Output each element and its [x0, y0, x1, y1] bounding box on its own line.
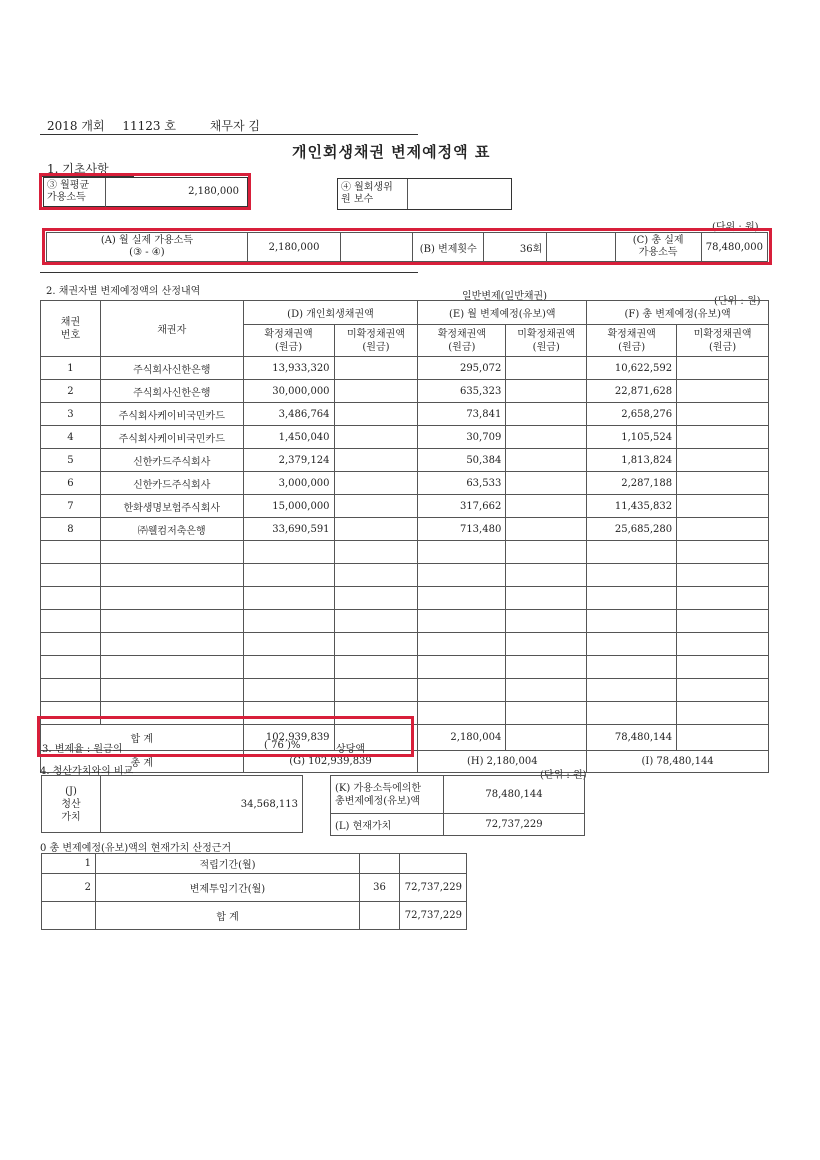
cell-f: 11,435,832 [587, 495, 677, 518]
sum-label: 합 계 [41, 725, 244, 751]
b-label: (B) 변제횟수 [413, 233, 484, 262]
col-f: (F) 총 변제예정(유보)액 [587, 301, 769, 325]
table-row [41, 495, 769, 518]
cell-no: 4 [41, 426, 101, 449]
d-confirmed-sub: (원금) [275, 341, 303, 353]
k-value: 78,480,144 [444, 776, 585, 814]
cell-d: 15,000,000 [243, 495, 334, 518]
section2-subtype: 일반변제(일반채권) [462, 291, 548, 302]
f-confirmed-header: 확정채권액 [607, 328, 656, 340]
rate-text: 3. 변제율 : 원금의 [42, 744, 123, 755]
c-label-1: (C) 총 실제 [632, 235, 684, 246]
box3-value: 2,180,000 [188, 186, 239, 197]
e-confirmed-header: 확정채권액 [437, 328, 486, 340]
pv-months: 36 [360, 874, 400, 902]
table-row [41, 656, 769, 679]
box3-label-1: ③ 월평균 [47, 180, 90, 191]
a-value: 2,180,000 [247, 233, 340, 262]
total-g: (G) 102,939,839 [243, 751, 418, 773]
l-value: 72,737,229 [444, 814, 585, 836]
a-label-1: (A) 월 실제 가용소득 [100, 235, 193, 246]
b-value: 36회 [484, 233, 547, 262]
pv-months [360, 854, 400, 874]
cell-no: 7 [41, 495, 101, 518]
page-title: 개인회생채권 변제예정액 표 [292, 143, 491, 161]
table-row [41, 472, 769, 495]
cell-creditor: 신한카드주식회사 [100, 472, 243, 495]
cell-d: 30,000,000 [243, 380, 334, 403]
highlight-summary [42, 228, 772, 265]
section2-heading: 2. 채권자별 변제예정액의 산정내역 [46, 286, 201, 297]
d-unconfirmed-header: 미확정채권액 [346, 328, 405, 340]
cell-no: 8 [41, 518, 101, 541]
f-unconfirmed-header: 미확정채권액 [693, 328, 752, 340]
comparison-table [330, 775, 585, 836]
cell-f: 1,105,524 [587, 426, 677, 449]
e-confirmed-sub: (원금) [448, 341, 476, 353]
cell-d: 2,379,124 [243, 449, 334, 472]
cell-d: 1,450,040 [243, 426, 334, 449]
cell-creditor: 주식회사케이비국민카드 [100, 403, 243, 426]
cell-creditor: 주식회사신한은행 [100, 380, 243, 403]
col-no-2: 번호 [60, 329, 81, 341]
pv-label: 변제투입기간(월) [96, 874, 360, 902]
total-h: (H) 2,180,004 [418, 751, 587, 773]
cell-f: 2,658,276 [587, 403, 677, 426]
cell-e: 63,533 [418, 472, 506, 495]
cell-e: 30,709 [418, 426, 506, 449]
table-row [41, 518, 769, 541]
case-number: 11123 호 [122, 119, 176, 133]
case-year: 2018 개회 [47, 119, 105, 133]
table-row [41, 426, 769, 449]
section4-unit: (단위 : 원) [540, 770, 587, 781]
sum-d: 102,939,839 [243, 725, 334, 751]
sum-e: 2,180,004 [418, 725, 506, 751]
section4-heading: 4. 청산가치와의 비교 [40, 766, 134, 777]
rate-suffix: 상당액 [336, 744, 365, 755]
rate-value: ( 76 )% [264, 740, 301, 751]
pv-no: 1 [42, 854, 96, 874]
d-confirmed-header: 확정채권액 [264, 328, 313, 340]
cell-creditor: 주식회사케이비국민카드 [100, 426, 243, 449]
cell-e: 50,384 [418, 449, 506, 472]
table-row [41, 380, 769, 403]
total-i: (I) 78,480,144 [587, 751, 769, 773]
pv-value: 72,737,229 [400, 874, 467, 902]
case-header [47, 117, 260, 134]
table-row [41, 541, 769, 564]
cell-f: 1,813,824 [587, 449, 677, 472]
j-label-1: (J) [65, 785, 77, 797]
cell-no: 6 [41, 472, 101, 495]
highlight-box3 [39, 173, 251, 210]
pv-sum-value: 72,737,229 [400, 902, 467, 930]
cell-e: 295,072 [418, 357, 506, 380]
j-label-3: 가치 [61, 811, 81, 823]
cell-creditor: 신한카드주식회사 [100, 449, 243, 472]
cell-e: 635,323 [418, 380, 506, 403]
cell-d: 13,933,320 [243, 357, 334, 380]
col-e: (E) 월 변제예정(유보)액 [418, 301, 587, 325]
cell-d: 3,000,000 [243, 472, 334, 495]
l-label: (L) 현재가치 [331, 814, 444, 836]
cell-f: 22,871,628 [587, 380, 677, 403]
k-label-1: (K) 가용소득에의한 [335, 782, 422, 794]
cell-e: 713,480 [418, 518, 506, 541]
table-row [41, 610, 769, 633]
j-value: 34,568,113 [101, 776, 303, 833]
section2-unit: (단위 : 원) [714, 296, 761, 307]
cell-e: 73,841 [418, 403, 506, 426]
section5-heading: 0 총 변제예정(유보)액의 현재가치 산정근거 [40, 843, 232, 854]
table-row [41, 587, 769, 610]
e-unconfirmed-sub: (원금) [532, 341, 560, 353]
col-d: (D) 개인회생채권액 [243, 301, 418, 325]
sum-f: 78,480,144 [587, 725, 677, 751]
table-row [42, 854, 467, 874]
e-unconfirmed-header: 미확정채권액 [517, 328, 576, 340]
creditor-table [40, 300, 769, 773]
cell-no: 5 [41, 449, 101, 472]
highlight-total-rate [37, 716, 414, 757]
box4-label-2: 원 보수 [341, 194, 374, 205]
cell-no: 3 [41, 403, 101, 426]
cell-creditor: 한화생명보험주식회사 [100, 495, 243, 518]
cell-no: 1 [41, 357, 101, 380]
box3-label-2: 가용소득 [47, 192, 86, 203]
table-row [42, 874, 467, 902]
cell-f: 2,287,188 [587, 472, 677, 495]
pv-label: 적립기간(월) [96, 854, 360, 874]
col-no-1: 채권 [60, 316, 81, 328]
total-label: 총 계 [41, 751, 244, 773]
k-label-2: 총변제예정(유보)액 [335, 795, 421, 807]
section1-unit: (단위 : 원) [712, 222, 759, 233]
f-unconfirmed-sub: (원금) [708, 341, 737, 353]
j-label-2: 청산 [61, 798, 81, 810]
table-row [41, 403, 769, 426]
pv-value [400, 854, 467, 874]
cell-d: 3,486,764 [243, 403, 334, 426]
d-unconfirmed-sub: (원금) [362, 341, 390, 353]
f-confirmed-sub: (원금) [618, 341, 646, 353]
col-creditor: 채권자 [100, 301, 243, 357]
debtor-name: 채무자 김 [209, 119, 260, 133]
table-row [41, 679, 769, 702]
cell-d: 33,690,591 [243, 518, 334, 541]
present-value-table [41, 853, 467, 930]
section1-heading: 1. 기초사항 [47, 162, 109, 176]
c-value: 78,480,000 [701, 233, 767, 262]
c-label-2: 가용소득 [638, 247, 678, 258]
cell-e: 317,662 [418, 495, 506, 518]
a-label-2: (③ - ④) [129, 247, 165, 258]
table-row [41, 633, 769, 656]
pv-no: 2 [42, 874, 96, 902]
cell-creditor: 주식회사신한은행 [100, 357, 243, 380]
cell-f: 25,685,280 [587, 518, 677, 541]
pv-sum-label: 합 계 [96, 902, 360, 930]
cell-f: 10,622,592 [587, 357, 677, 380]
cell-no: 2 [41, 380, 101, 403]
cell-creditor: ㈜웰컴저축은행 [100, 518, 243, 541]
box4-label-1: ④ 월회생위 [341, 182, 393, 193]
table-row [41, 564, 769, 587]
liquidation-table [41, 775, 303, 833]
table-row [41, 449, 769, 472]
table-row [41, 357, 769, 380]
box4-trustee-fee [337, 178, 512, 210]
